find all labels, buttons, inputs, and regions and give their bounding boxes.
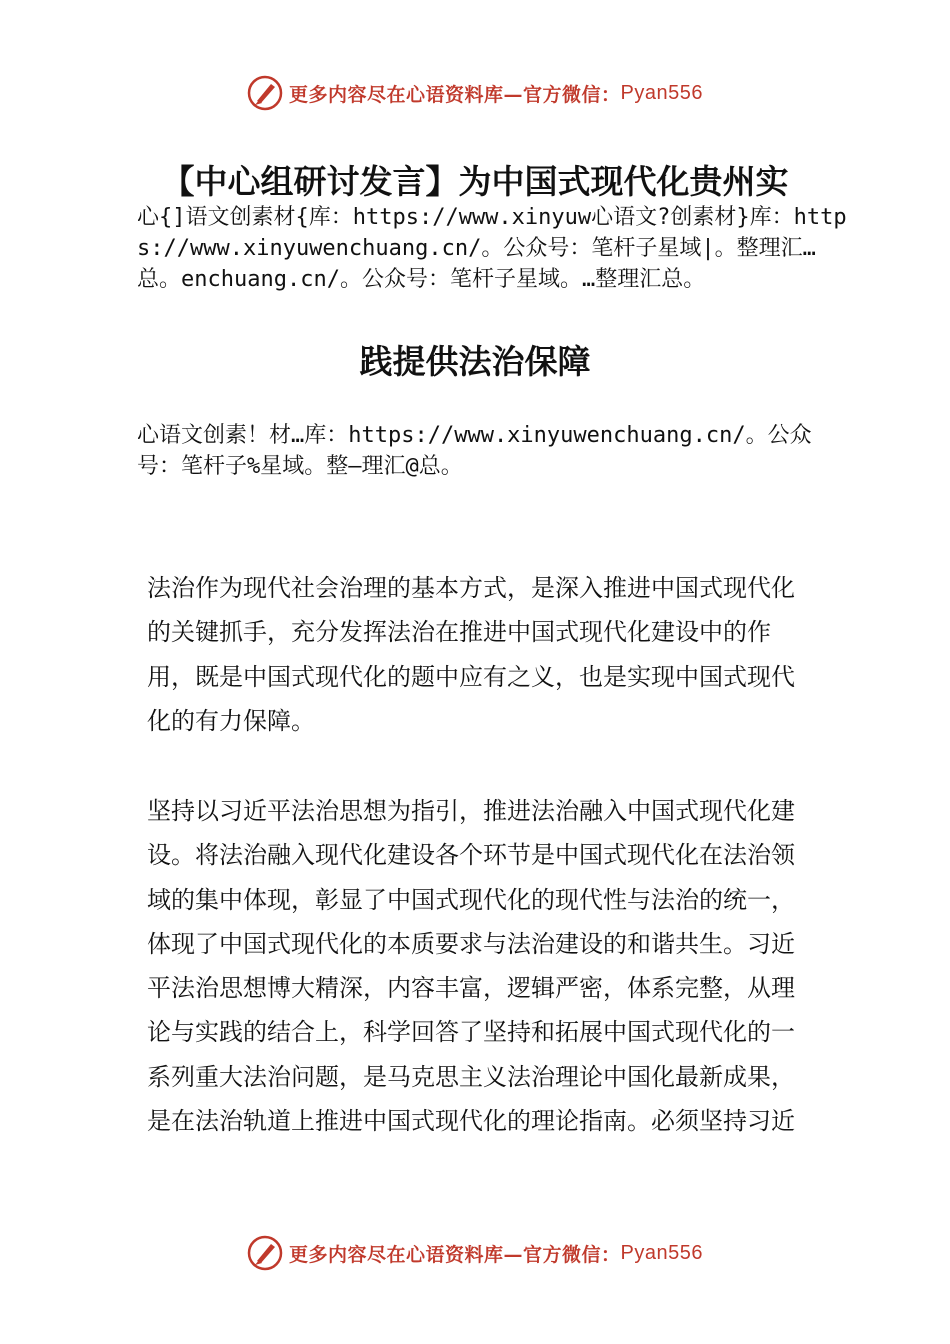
- banner-wechat-id: Pyan556: [620, 1241, 703, 1264]
- pen-logo-icon: [247, 1235, 283, 1271]
- watermark-text-1: 心{]语文创素材{库：https://www.xinyuw心语文?创素材}库：https://www.xinyuwenchuang.cn/。公众号：笔杆子星域|。整理汇…总。enchuang.cn/。公众号：笔杆子星域。…整理汇总。: [137, 205, 847, 292]
- banner-wechat-id: Pyan556: [620, 81, 703, 104]
- footer-banner: [0, 1230, 950, 1276]
- banner-text: 更多内容尽在心语资料库—官方微信：: [289, 1243, 621, 1266]
- header-banner: [0, 70, 950, 116]
- page-title-line-1: 【中心组研讨发言】为中国式现代化贵州实: [161, 162, 789, 201]
- page-title-line-2: 践提供法治保障: [359, 342, 591, 381]
- pen-logo-icon: [247, 75, 283, 111]
- watermark-text-2: 心语文创素！材…库：https://www.xinyuwenchuang.cn/。公众号：笔杆子%星域。整—理汇@总。: [137, 423, 812, 479]
- body-paragraph-2: 坚持以习近平法治思想为指引，推进法治融入中国式现代化建设。将法治融入现代化建设各个环节是中国式现代化在法治领域的集中体现，彰显了中国式现代化的现代性与法治的统一，体现了中国式现代化的本质要求与法治建设的和谐共生。习近平法治思想博大精深，内容丰富，逻辑严密，体系完整，从理论与实践的结合上，科学回答了坚持和拓展中国式现代化的一系列重大法治问题，是马克思主义法治理论中国化最新成果，是在法治轨道上推进中国式现代化的理论指南。必须坚持习近: [147, 797, 795, 1136]
- body-paragraph-1: 法治作为现代社会治理的基本方式，是深入推进中国式现代化的关键抓手，充分发挥法治在推进中国式现代化建设中的作用，既是中国式现代化的题中应有之义，也是实现中国式现代化的有力保障。: [147, 574, 795, 735]
- banner-text: 更多内容尽在心语资料库—官方微信：: [289, 83, 621, 106]
